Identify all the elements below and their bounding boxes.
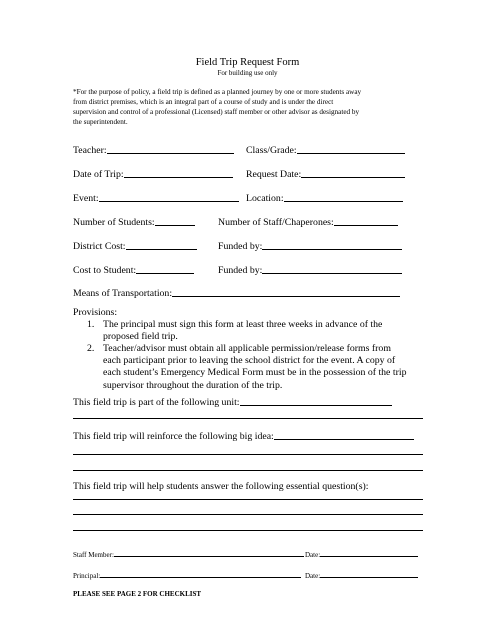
essential-question[interactable] xyxy=(73,481,369,492)
essential-answer-line[interactable] xyxy=(73,514,423,515)
class-grade-label: Class/Grade: xyxy=(246,145,297,156)
policy-line: *For the purpose of policy, a field trip is defined as a planned journey by one or more students away xyxy=(73,88,362,96)
transportation-blank[interactable] xyxy=(172,296,400,297)
date-of-trip-blank[interactable] xyxy=(124,177,233,178)
essential-question-label: This field trip will help students answer the following essential question(s): xyxy=(73,481,369,492)
location-field[interactable] xyxy=(246,193,403,204)
date-blank[interactable] xyxy=(320,556,418,557)
number-of-students-field[interactable] xyxy=(73,217,195,228)
request-date-label: Request Date: xyxy=(246,169,302,180)
event-label: Event: xyxy=(73,193,99,204)
principal-label: Principal: xyxy=(73,572,101,580)
teacher-field[interactable] xyxy=(73,145,234,156)
cost-to-student-label: Cost to Student: xyxy=(73,265,137,276)
date-of-trip-field[interactable] xyxy=(73,169,233,180)
staff-member-signature[interactable] xyxy=(73,551,304,559)
principal-date[interactable] xyxy=(305,572,418,580)
teacher-blank[interactable] xyxy=(107,153,234,154)
date-label: Date: xyxy=(305,572,321,580)
unit-question[interactable] xyxy=(73,397,392,408)
unit-question-label: This field trip is part of the following unit: xyxy=(73,397,240,408)
district-cost-blank[interactable] xyxy=(126,249,197,250)
cost-to-student-blank[interactable] xyxy=(136,273,194,274)
staff-member-blank[interactable] xyxy=(114,556,304,557)
provisions-heading: Provisions: xyxy=(73,307,118,318)
request-date-blank[interactable] xyxy=(301,177,405,178)
policy-definition xyxy=(73,87,433,127)
provision-number: 2. xyxy=(87,343,95,354)
big-idea-question-label: This field trip will reinforce the following big idea: xyxy=(73,431,274,442)
number-of-students-blank[interactable] xyxy=(155,225,195,226)
provision-line: proposed field trip. xyxy=(103,331,178,343)
essential-answer-line[interactable] xyxy=(73,499,423,500)
funded-by-blank[interactable] xyxy=(262,249,402,250)
transportation-field[interactable] xyxy=(73,288,400,299)
policy-line: supervision and control of a professional (Licensed) staff member or other advisor as designated by xyxy=(73,108,360,116)
provision-line: Teacher/advisor must obtain all applicable permission/release forms from xyxy=(103,343,391,354)
funded-by-blank[interactable] xyxy=(262,273,402,274)
big-idea-question[interactable] xyxy=(73,431,414,442)
location-label: Location: xyxy=(246,193,284,204)
checklist-note: PLEASE SEE PAGE 2 FOR CHECKLIST xyxy=(73,590,202,598)
transportation-label: Means of Transportation: xyxy=(73,288,173,299)
district-cost-field[interactable] xyxy=(73,241,197,252)
cost-to-student-field[interactable] xyxy=(73,265,194,276)
funded-by-field[interactable] xyxy=(218,265,402,276)
number-of-students-label: Number of Students: xyxy=(73,217,155,228)
class-grade-blank[interactable] xyxy=(297,153,405,154)
number-of-staff-field[interactable] xyxy=(218,217,398,228)
essential-answer-line[interactable] xyxy=(73,530,423,531)
provision-line: each student’s Emergency Medical Form must be in the possession of the trip xyxy=(103,367,407,379)
teacher-label: Teacher: xyxy=(73,145,107,156)
unit-answer-blank[interactable] xyxy=(240,405,392,406)
policy-line: from district premises, which is an integral part of a course of study and is under the direct xyxy=(73,98,334,106)
staff-member-label: Staff Member: xyxy=(73,551,114,559)
funded-by-label: Funded by: xyxy=(218,265,263,276)
event-blank[interactable] xyxy=(99,201,239,202)
date-of-trip-label: Date of Trip: xyxy=(73,169,124,180)
principal-signature[interactable] xyxy=(73,572,301,580)
provision-line: The principal must sign this form at least three weeks in advance of the xyxy=(103,319,383,330)
event-field[interactable] xyxy=(73,193,239,204)
provision-number: 1. xyxy=(87,319,95,330)
unit-answer-line[interactable] xyxy=(73,418,423,419)
date-label: Date: xyxy=(305,551,321,559)
provision-line: supervisor throughout the duration of the trip. xyxy=(103,379,283,391)
big-idea-answer-blank[interactable] xyxy=(274,439,414,440)
date-blank[interactable] xyxy=(320,577,418,578)
number-of-staff-blank[interactable] xyxy=(334,225,398,226)
form-title: Field Trip Request Form xyxy=(195,57,300,68)
policy-line: the superintendent. xyxy=(73,118,128,126)
principal-blank[interactable] xyxy=(100,577,301,578)
form-subtitle: For building use only xyxy=(217,69,278,77)
class-grade-field[interactable] xyxy=(246,145,405,156)
funded-by-field[interactable] xyxy=(218,241,402,252)
location-blank[interactable] xyxy=(284,201,403,202)
big-idea-answer-line[interactable] xyxy=(73,470,423,471)
number-of-staff-label: Number of Staff/Chaperones: xyxy=(218,217,334,228)
big-idea-answer-line[interactable] xyxy=(73,454,423,455)
staff-member-date[interactable] xyxy=(305,551,418,559)
provision-line: each participant prior to leaving the school district for the event. A copy of xyxy=(103,355,396,367)
district-cost-label: District Cost: xyxy=(73,241,126,252)
request-date-field[interactable] xyxy=(246,169,405,180)
funded-by-label: Funded by: xyxy=(218,241,263,252)
